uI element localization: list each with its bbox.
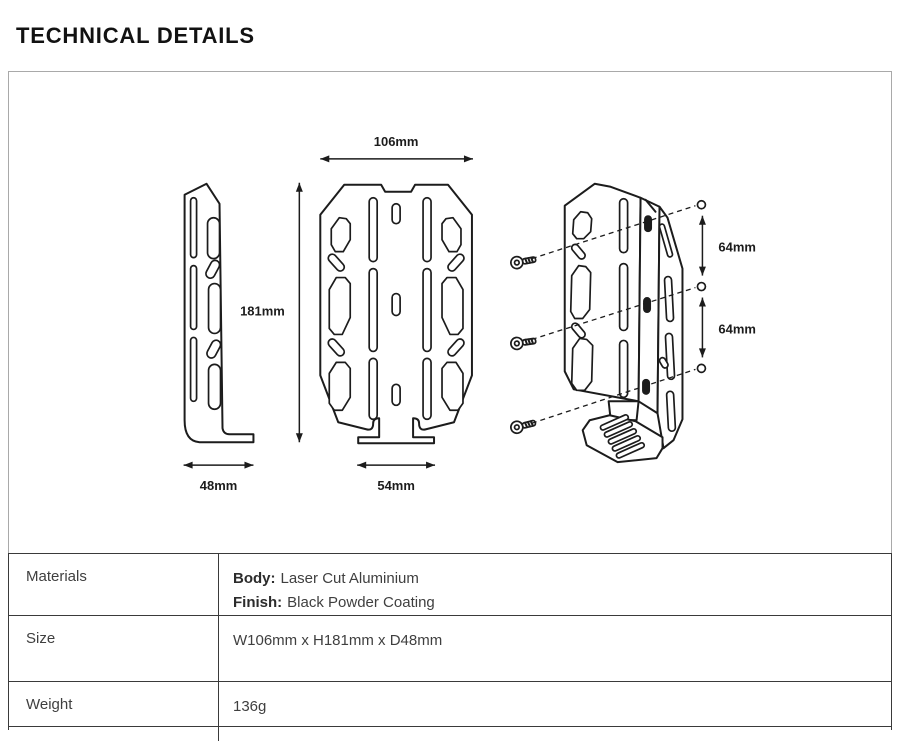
technical-drawing: [9, 72, 891, 553]
dimension-front-width: [320, 134, 473, 162]
screw-glyph: [510, 335, 536, 350]
page-title: TECHNICAL DETAILS: [16, 22, 255, 48]
materials-label: Materials: [26, 568, 87, 585]
front-width-label: 106mm: [373, 133, 419, 149]
materials-body-line: [233, 567, 879, 591]
table-row-size: [9, 615, 891, 681]
screw-glyph: [510, 417, 537, 435]
hole-spacing-upper-label: 64mm: [718, 239, 756, 255]
table-row-partial: [9, 726, 891, 730]
size-label: Size: [26, 630, 56, 647]
technical-drawing-panel: [8, 71, 892, 553]
height-label: 181mm: [240, 303, 285, 319]
materials-finish-key: Finish:: [233, 594, 283, 611]
materials-value: [218, 554, 891, 615]
weight-label: Weight: [26, 696, 73, 713]
materials-finish-val: Black Powder Coating: [287, 594, 435, 611]
front-view: [320, 185, 472, 443]
spec-table: [8, 553, 892, 730]
weight-value: 136g: [218, 682, 891, 726]
hole-marker: [697, 283, 705, 291]
dimension-hole-spacing-lower: [699, 298, 756, 358]
screw-glyph: [510, 253, 537, 269]
exploded-view: [510, 184, 706, 462]
materials-body-key: Body:: [233, 570, 276, 587]
hole-marker: [697, 364, 705, 372]
base-width-label: 54mm: [377, 478, 415, 494]
dimension-base-width: [357, 462, 435, 493]
size-value: W106mm x H181mm x D48mm: [218, 616, 891, 681]
materials-finish-line: [233, 591, 879, 615]
hole-spacing-lower-label: 64mm: [718, 321, 756, 337]
table-row-materials: [9, 554, 891, 615]
dimension-side-depth: [184, 462, 254, 493]
hole-marker: [697, 201, 705, 209]
side-depth-label: 48mm: [199, 478, 238, 494]
dimension-hole-spacing-upper: [699, 216, 756, 276]
dimension-height: [240, 183, 303, 442]
table-row-weight: [9, 681, 891, 726]
materials-body-val: Laser Cut Aluminium: [280, 570, 419, 587]
